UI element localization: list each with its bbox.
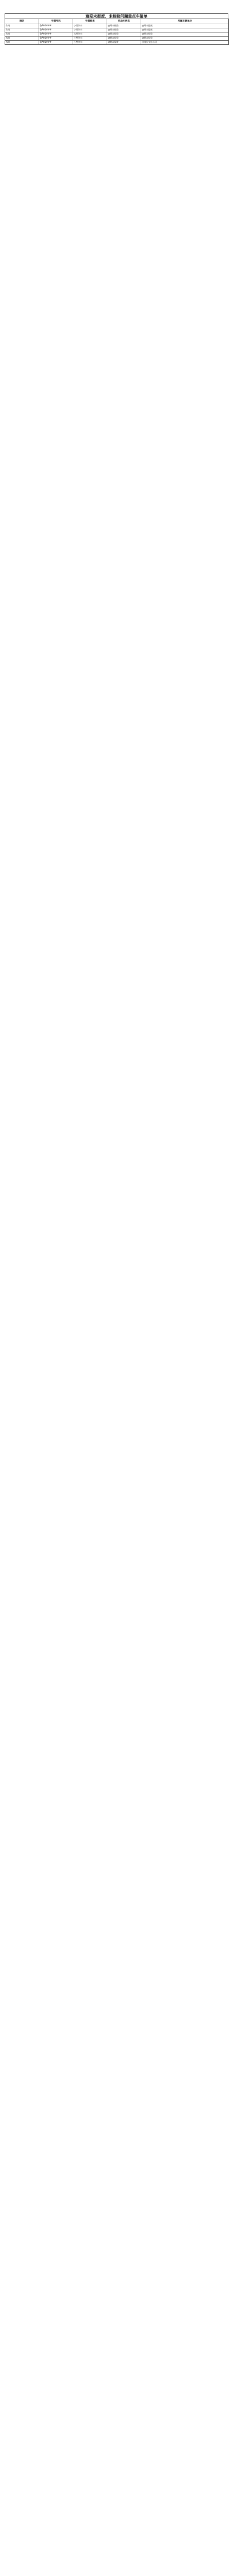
vehicle-table-container xyxy=(5,19,228,45)
cell-vehicle-status: 逾期未报废 xyxy=(107,40,141,44)
cell-plate-number: 鲁A01### xyxy=(39,36,73,40)
cell-plate-number: 鲁A01### xyxy=(39,32,73,36)
cell-jurisdiction: 东站 xyxy=(5,32,39,36)
header-owner-unit: 所属车辆单位 xyxy=(141,19,229,24)
table-row xyxy=(5,32,229,36)
cell-owner-unit: 逾期未检验 xyxy=(141,36,229,40)
cell-owner-unit: 逾期未报废 xyxy=(141,24,229,28)
cell-plate-type: 小型汽车 xyxy=(73,40,107,44)
header-vehicle-status: 机动车状态 xyxy=(107,19,141,24)
cell-jurisdiction: 东站 xyxy=(5,36,39,40)
cell-vehicle-status: 逾期未检验 xyxy=(107,28,141,32)
cell-plate-number: 鲁A01### xyxy=(39,28,73,32)
cell-plate-number: 鲁A01### xyxy=(39,24,73,28)
table-row xyxy=(5,40,229,44)
title-bar xyxy=(5,13,228,19)
cell-plate-type: 小型汽车 xyxy=(73,24,107,28)
cell-plate-type: 大型汽车 xyxy=(73,32,107,36)
table-row xyxy=(5,24,229,28)
cell-owner-unit: 济南公交总公司 xyxy=(141,40,229,44)
vehicle-table xyxy=(5,19,229,45)
cell-vehicle-status: 逾期未检验 xyxy=(107,32,141,36)
table-row xyxy=(5,28,229,32)
cell-plate-type: 小型汽车 xyxy=(73,28,107,32)
header-row xyxy=(5,19,229,24)
header-jurisdiction: 辖区 xyxy=(5,19,39,24)
table-header xyxy=(5,19,229,24)
cell-jurisdiction: 东站 xyxy=(5,40,39,44)
cell-jurisdiction: 东站 xyxy=(5,28,39,32)
table-body xyxy=(5,24,229,45)
cell-vehicle-status: 逾期未检验 xyxy=(107,36,141,40)
header-plate-number: 号牌号码 xyxy=(39,19,73,24)
cell-owner-unit: 逾期未检验 xyxy=(141,32,229,36)
cell-plate-number: 鲁A01### xyxy=(39,40,73,44)
header-plate-type: 号牌种类 xyxy=(73,19,107,24)
table-row xyxy=(5,36,229,40)
cell-plate-type: 小型汽车 xyxy=(73,36,107,40)
cell-owner-unit: 逾期未报废 xyxy=(141,28,229,32)
cell-jurisdiction: 东站 xyxy=(5,24,39,28)
document-title: 逾期未报废、未检验问题重点车清单 xyxy=(86,14,147,19)
cell-vehicle-status: 逾期未检验 xyxy=(107,24,141,28)
